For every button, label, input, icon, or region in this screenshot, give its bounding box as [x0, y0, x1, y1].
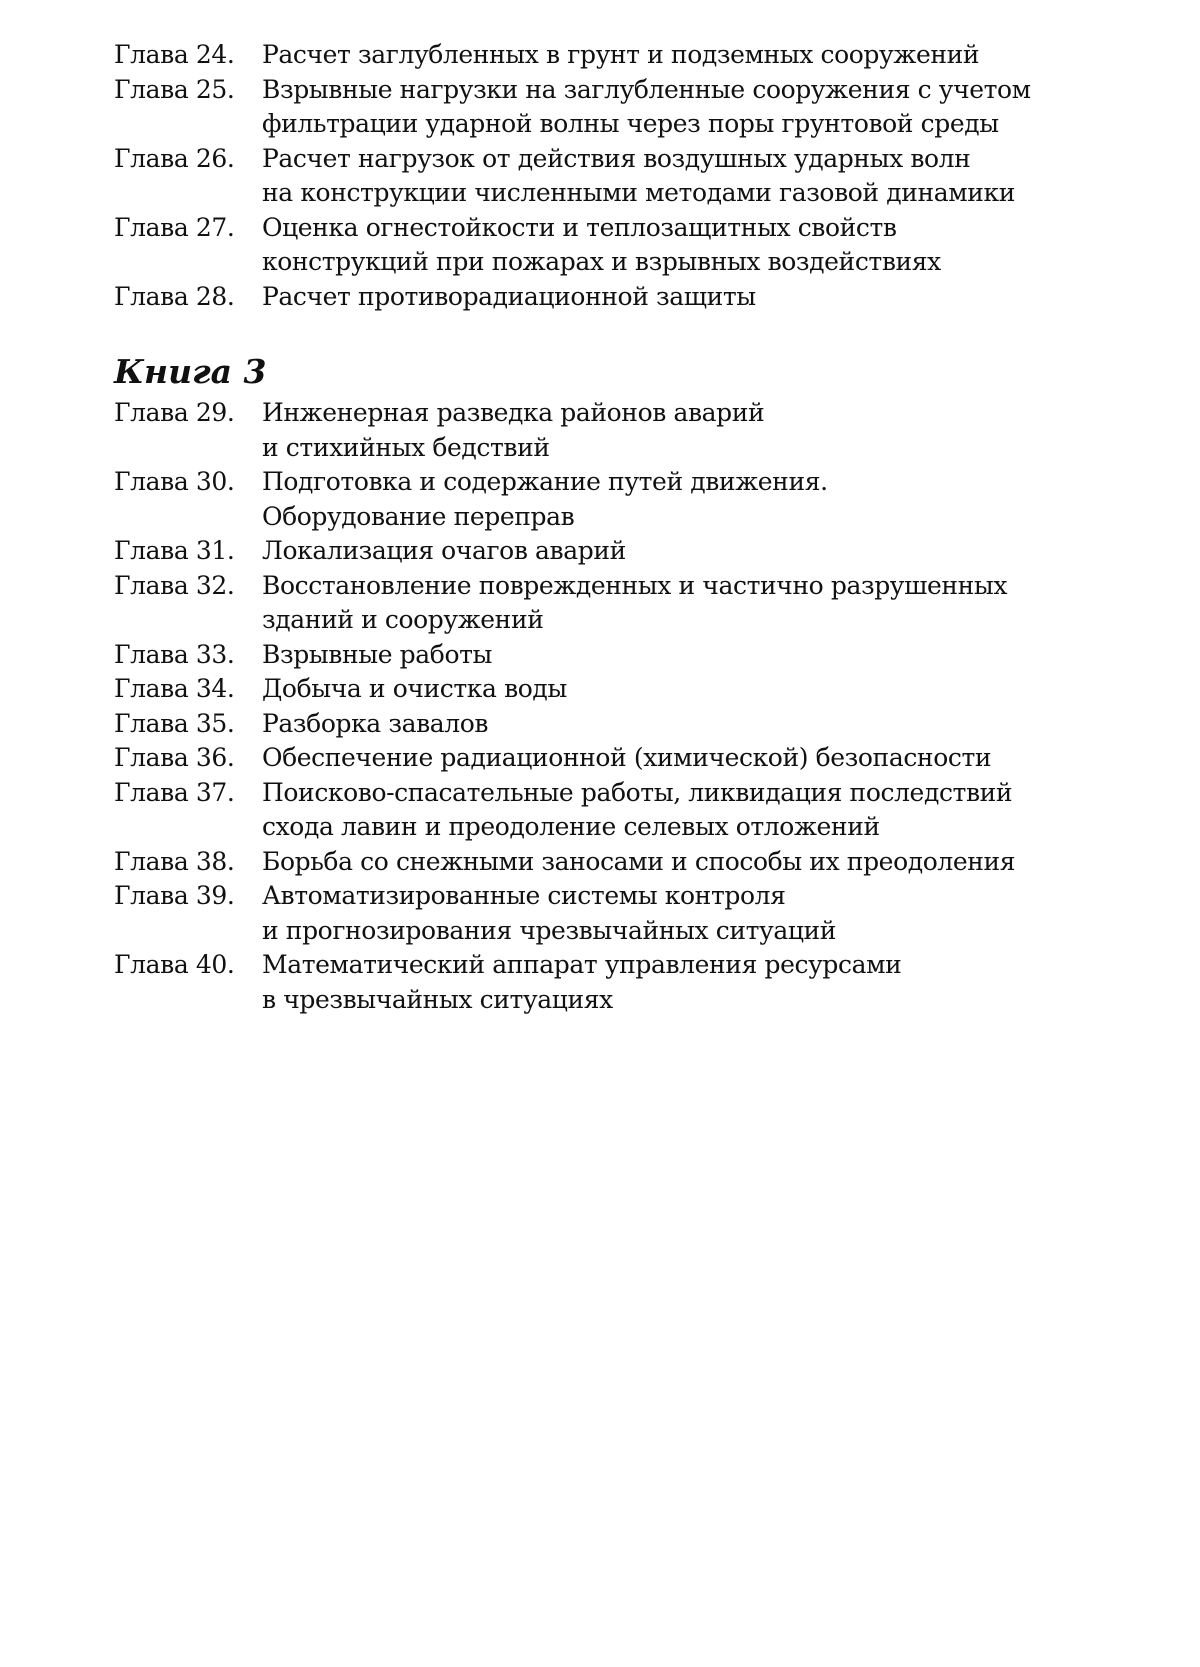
chapter-label: Глава 32. [114, 570, 235, 600]
chapter-title [262, 280, 1114, 315]
chapter-title [262, 776, 1114, 845]
chapter-label: Глава 36. [114, 743, 235, 772]
chapter-title [262, 707, 1114, 742]
chapter-title [262, 569, 1114, 638]
chapter-entry [114, 948, 1114, 1017]
chapter-title-line: Добыча и очистка воды [262, 674, 567, 703]
chapter-title [262, 211, 1114, 280]
chapter-title [262, 465, 1114, 534]
chapter-title [262, 741, 1114, 776]
chapter-title-line: на конструкции численными методами газовой динамики [262, 178, 1016, 207]
chapter-title-line: Оборудование переправ [262, 501, 575, 531]
chapter-label: Глава 27. [114, 212, 235, 242]
chapter-label: Глава 28. [114, 281, 235, 311]
chapter-title-line: Математический аппарат управления ресурсами [262, 950, 902, 979]
chapter-entry [114, 142, 1114, 211]
chapter-entry [114, 534, 1114, 569]
chapter-title [262, 879, 1114, 948]
chapter-title [262, 638, 1114, 673]
chapter-entry [114, 396, 1114, 465]
chapter-title-line: Разборка завалов [262, 708, 489, 738]
chapter-entry [114, 845, 1114, 880]
chapter-entry [114, 741, 1114, 776]
chapter-entry [114, 465, 1114, 534]
chapter-title-line: Расчет заглубленных в грунт и подземных сооружений [262, 40, 980, 69]
chapter-entry [114, 569, 1114, 638]
chapter-title-line: в чрезвычайных ситуациях [262, 984, 613, 1014]
chapter-title-line: и стихийных бедствий [262, 432, 550, 462]
chapter-title-line: Расчет нагрузок от действия воздушных ударных волн [262, 143, 971, 173]
chapter-label: Глава 24. [114, 40, 235, 69]
chapter-label: Глава 25. [114, 74, 235, 104]
chapter-title [262, 396, 1114, 465]
chapter-label: Глава 26. [114, 143, 235, 173]
chapter-label: Глава 37. [114, 777, 235, 807]
chapter-title-line: Борьба со снежными заносами и способы их преодоления [262, 846, 1016, 876]
chapter-title [262, 845, 1114, 880]
chapter-label: Глава 38. [114, 846, 235, 876]
chapter-title-line: Локализация очагов аварий [262, 536, 626, 565]
chapter-entry [114, 280, 1114, 315]
chapter-entry [114, 211, 1114, 280]
chapter-label: Глава 39. [114, 881, 235, 910]
chapter-label: Глава 31. [114, 536, 235, 565]
chapter-label: Глава 29. [114, 398, 235, 427]
chapter-entry [114, 38, 1114, 73]
chapter-label: Глава 30. [114, 467, 235, 496]
chapter-title [262, 142, 1114, 211]
book-heading: Книга 3 [114, 352, 267, 391]
chapter-entry [114, 879, 1114, 948]
chapter-label: Глава 34. [114, 674, 235, 703]
chapter-title [262, 73, 1114, 142]
chapter-title-line: Оценка огнестойкости и теплозащитных свойств [262, 212, 897, 242]
chapter-entry [114, 73, 1114, 142]
chapter-label: Глава 33. [114, 639, 235, 669]
chapter-title [262, 948, 1114, 1017]
chapter-label: Глава 40. [114, 950, 235, 979]
chapter-title-line: фильтрации ударной волны через поры грунтовой среды [262, 109, 999, 138]
chapter-title-line: конструкций при пожарах и взрывных воздействиях [262, 247, 941, 276]
chapter-title-line: Инженерная разведка районов аварий [262, 398, 765, 427]
chapter-title-line: зданий и сооружений [262, 605, 544, 634]
chapter-title-line: Взрывные работы [262, 639, 493, 669]
chapter-title-line: Обеспечение радиационной (химической) безопасности [262, 743, 992, 772]
chapter-title-line: Автоматизированные системы контроля [262, 881, 786, 910]
chapter-title-line: и прогнозирования чрезвычайных ситуаций [262, 915, 837, 945]
chapter-title-line: Подготовка и содержание путей движения. [262, 467, 828, 496]
chapter-title [262, 672, 1114, 707]
chapter-title [262, 38, 1114, 73]
chapter-entry [114, 638, 1114, 673]
table-of-contents [114, 38, 1114, 1017]
chapter-title-line: Восстановление поврежденных и частично разрушенных [262, 570, 1008, 600]
chapter-label: Глава 35. [114, 708, 235, 738]
chapter-entry [114, 672, 1114, 707]
chapter-entry [114, 776, 1114, 845]
chapter-title-line: Поисково-спасательные работы, ликвидация последствий [262, 777, 1013, 807]
chapter-title-line: Взрывные нагрузки на заглубленные сооружения с учетом [262, 74, 1031, 104]
chapter-title-line: схода лавин и преодоление селевых отложений [262, 812, 880, 841]
chapter-entry [114, 707, 1114, 742]
chapter-title-line: Расчет противорадиационной защиты [262, 281, 756, 311]
chapter-title [262, 534, 1114, 569]
